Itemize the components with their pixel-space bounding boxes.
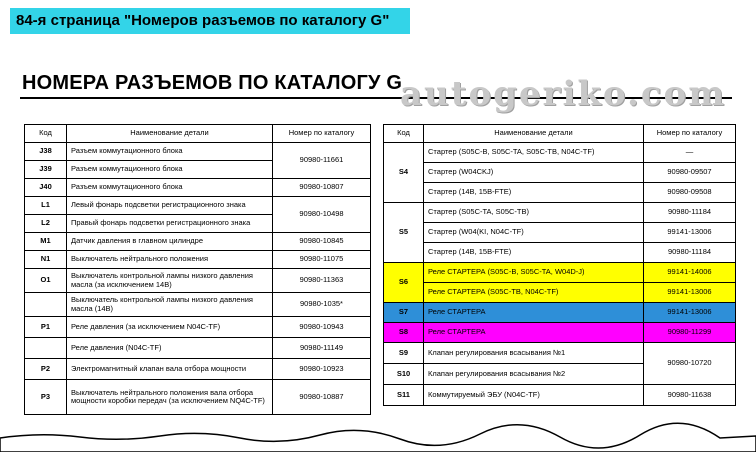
table-row-highlight-yellow <box>384 263 736 283</box>
table-row <box>25 143 371 161</box>
row-name: Стартер (14В, 15В-FTE) <box>424 243 644 263</box>
row-part-number: 90980-09507 <box>644 163 736 183</box>
row-part-number: — <box>644 143 736 163</box>
watermark-text: autogeriko.com <box>400 74 727 114</box>
header-part: Номер по каталогу <box>644 125 736 143</box>
row-name: Правый фонарь подсветки регистрационного знака <box>67 215 273 233</box>
torn-edge-decoration <box>0 420 756 452</box>
table-row <box>25 338 371 359</box>
table-row <box>384 183 736 203</box>
row-part-number: 90980-10923 <box>273 359 371 380</box>
header-name: Наименование детали <box>67 125 273 143</box>
row-name: Разъем коммутационного блока <box>67 179 273 197</box>
row-name: Разъем коммутационного блока <box>67 161 273 179</box>
row-code: S10 <box>384 364 424 385</box>
row-part-number: 99141-13006 <box>644 283 736 303</box>
row-code: S9 <box>384 343 424 364</box>
connector-table-right <box>383 124 736 406</box>
row-name: Реле СТАРТЕРА <box>424 303 644 323</box>
row-part-number: 90980-10807 <box>273 179 371 197</box>
row-name: Реле СТАРТЕРА <box>424 323 644 343</box>
row-part-number: 90980-10498 <box>273 197 371 233</box>
table-row <box>384 163 736 183</box>
row-name: Реле СТАРТЕРА (S05C-B, S05C-TA, W04D-J) <box>424 263 644 283</box>
row-code: S11 <box>384 385 424 406</box>
table-row <box>25 293 371 317</box>
row-part-number: 90980-10720 <box>644 343 736 385</box>
table-row <box>384 143 736 163</box>
table-row <box>384 343 736 364</box>
row-code: L1 <box>25 197 67 215</box>
row-name: Стартер (W04CKJ) <box>424 163 644 183</box>
row-code: P1 <box>25 317 67 338</box>
row-name: Стартер (S05C-B, S05C-TA, S05C-TB, N04C-TF) <box>424 143 644 163</box>
row-name: Датчик давления в главном цилиндре <box>67 233 273 251</box>
row-code: S7 <box>384 303 424 323</box>
row-code: N1 <box>25 251 67 269</box>
row-code: M1 <box>25 233 67 251</box>
page-banner <box>10 8 410 34</box>
table-row <box>25 317 371 338</box>
row-name: Выключатель контрольной лампы низкого давления масла (14В) <box>67 293 273 317</box>
row-code: J40 <box>25 179 67 197</box>
row-part-number: 90980-11638 <box>644 385 736 406</box>
row-part-number: 90980-11184 <box>644 243 736 263</box>
row-code: P2 <box>25 359 67 380</box>
table-row <box>25 380 371 415</box>
connector-table-left <box>24 124 371 415</box>
row-part-number: 90980-11661 <box>273 143 371 179</box>
table-row <box>25 233 371 251</box>
row-name: Реле давления (N04C-TF) <box>67 338 273 359</box>
table-row <box>25 269 371 293</box>
table-row <box>384 223 736 243</box>
row-part-number: 90980-11075 <box>273 251 371 269</box>
table-row-highlight-yellow <box>384 283 736 303</box>
row-name: Выключатель нейтрального положения <box>67 251 273 269</box>
row-part-number: 90980-1035* <box>273 293 371 317</box>
row-part-number: 90980-11149 <box>273 338 371 359</box>
row-code: S4 <box>384 143 424 203</box>
header-part: Номер по каталогу <box>273 125 371 143</box>
page-title: НОМЕРА РАЗЪЕМОВ ПО КАТАЛОГУ G <box>22 72 403 94</box>
row-name: Электромагнитный клапан вала отбора мощности <box>67 359 273 380</box>
row-part-number: 90980-10887 <box>273 380 371 415</box>
table-row <box>25 197 371 215</box>
row-code: S5 <box>384 203 424 263</box>
row-code: P3 <box>25 380 67 415</box>
row-code: S6 <box>384 263 424 303</box>
row-code: J38 <box>25 143 67 161</box>
row-name: Коммутируемый ЭБУ (N04C-TF) <box>424 385 644 406</box>
header-name: Наименование детали <box>424 125 644 143</box>
row-name: Выключатель контрольной лампы низкого давления масла (за исключением 14В) <box>67 269 273 293</box>
table-row <box>384 203 736 223</box>
row-code: J39 <box>25 161 67 179</box>
banner-text: 84-я страница "Номеров разъемов по каталогу G" <box>16 12 390 29</box>
table-row-highlight-blue <box>384 303 736 323</box>
row-part-number: 90980-11299 <box>644 323 736 343</box>
row-name: Стартер (S05C-TA, S05C-TB) <box>424 203 644 223</box>
row-part-number: 90980-11184 <box>644 203 736 223</box>
table-row <box>25 359 371 380</box>
table-header-row <box>25 125 371 143</box>
row-code <box>25 293 67 317</box>
row-name: Клапан регулирования всасывания №2 <box>424 364 644 385</box>
row-name: Выключатель нейтрального положения вала отбора мощности коробки передач (за исключением NQ4C-TF) <box>67 380 273 415</box>
row-code: S8 <box>384 323 424 343</box>
row-name: Разъем коммутационного блока <box>67 143 273 161</box>
row-name: Левый фонарь подсветки регистрационного знака <box>67 197 273 215</box>
row-name: Стартер (14В, 15В-FTE) <box>424 183 644 203</box>
row-name: Реле СТАРТЕРА (S05C-TB, N04C-TF) <box>424 283 644 303</box>
table-row <box>384 243 736 263</box>
header-code: Код <box>25 125 67 143</box>
row-name: Реле давления (за исключением N04C-TF) <box>67 317 273 338</box>
row-part-number: 90980-09508 <box>644 183 736 203</box>
table-header-row <box>384 125 736 143</box>
table-row <box>25 251 371 269</box>
row-name: Клапан регулирования всасывания №1 <box>424 343 644 364</box>
row-part-number: 99141-14006 <box>644 263 736 283</box>
row-code <box>25 338 67 359</box>
table-row <box>384 385 736 406</box>
row-part-number: 99141-13006 <box>644 223 736 243</box>
table-row <box>25 179 371 197</box>
row-code: L2 <box>25 215 67 233</box>
row-part-number: 90980-11363 <box>273 269 371 293</box>
row-part-number: 90980-10943 <box>273 317 371 338</box>
row-part-number: 99141-13006 <box>644 303 736 323</box>
row-code: O1 <box>25 269 67 293</box>
table-row-highlight-magenta <box>384 323 736 343</box>
row-name: Стартер (W04(KI, N04C-TF) <box>424 223 644 243</box>
header-code: Код <box>384 125 424 143</box>
row-part-number: 90980-10845 <box>273 233 371 251</box>
